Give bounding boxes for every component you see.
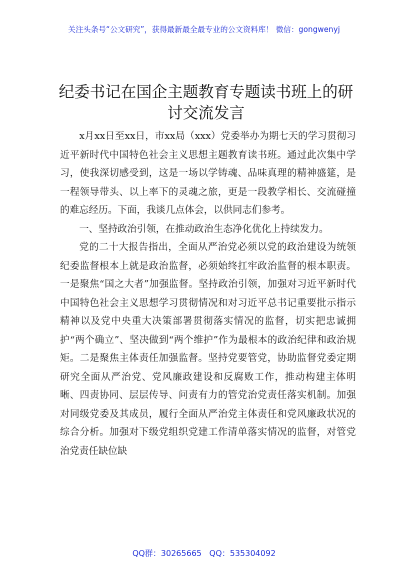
footer-watermark xyxy=(0,548,408,559)
document-title: 纪委书记在国企主题教育专题读书班上的研讨交流发言 xyxy=(58,83,354,122)
header-watermark: 关注头条号“公文研究”，获得最新最全最专业的公文资料库！ 微信：gongwenyj xyxy=(68,25,340,34)
footer-qq-group: QQ群：30265665 xyxy=(132,549,202,558)
intro-paragraph: x月xx日至xx日，市xx局（xxx）党委举办为期七天的学习贯彻习近平新时代中国特色社会主义思想主题教育读书班。通过此次集中学习，使我深切感受到，这是一场以学铸魂、品味真理的精神盛筵，是一程领导带头、以上率下的灵魂之旅，更是一段教学相长、交流碰撞的难忘经历。下面，我谈几点体会，以供同志们参考。 xyxy=(60,131,356,216)
document-body xyxy=(60,128,356,461)
section-heading-1: 一、坚持政治引领，在推动政治生态净化优化上持续发力。 xyxy=(79,223,329,235)
footer-qq: QQ：535304092 xyxy=(209,549,276,558)
section-1-paragraph: 党的二十大报告指出，全面从严治党必须以党的政治建设为统领纪委监督根本上就是政治监督，必须始终扛牢政治监督的根本职责。一是聚焦“国之大者”加强监督。坚持政治引领，加强对习近平新时代中国特色社会主义思想学习贯彻情况和对习近平总书记重要批示指示精神以及党中央重大决策部署贯彻落实情况的监督，切实把忠诚拥护“两个确立”、坚决做到“两个维护”作为最根本的政治纪律和政治规矩。二是聚焦主体责任加强监督。坚持党要管党，协助监督党委定期研究全面从严治党、党风廉政建设和反腐败工作，推动构建主体明晰、四责协同、层层传导、问责有力的管党治党责任落实机制。加强对同级党委及其成员，履行全面从严治党主体责任和党风廉政状况的综合分析。加强对下级党组织党建工作清单落实情况的监督，对管党治党责任缺位缺 xyxy=(60,242,356,457)
